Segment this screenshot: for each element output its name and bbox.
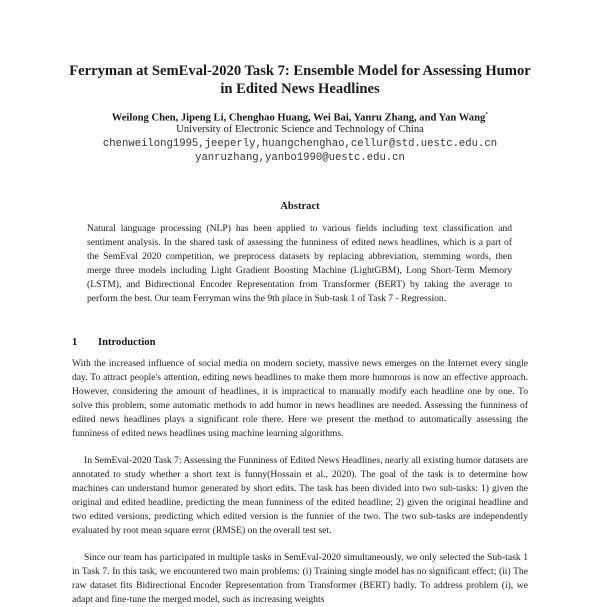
section-heading — [72, 336, 156, 349]
email-line-1: chenweilong1995,jeeperly,huangchenghao,cellur@std.uestc.edu.cn — [102, 138, 498, 150]
title-line-1: Ferryman at SemEval-2020 Task 7: Ensemble Model for Assessing Humor — [69, 63, 531, 79]
intro-paragraph-1: With the increased influence of social media on modern society, massive news emerges on the Internet every single day. To attract people's attention, editing news headlines to make them more humorous is now an effective approach. However, considering the amount of headlines, it is impractical to manually modify each headline one by one. To solve this problem, some automatic methods to add humor in news headlines are needed. Assessing the funniness of edited news headlines plays a significant role there. Here we present the method to automatically assessing the funniness of edited news headlines using machine learning algorithms. — [72, 358, 528, 440]
intro-paragraph-3: Since our team has participated in multiple tasks in SemEval-2020 simultaneously, we only selected the Sub-task 1 in Task 7. In this task, we encountered two main problems: (i) Training single model has no significant effect; (ii) The raw dataset fits Bidirectional Encoder Representation from Transformer (BERT) badly. To address problem (i), we adapt and fine-tune the merged model, such as increasing weights — [72, 552, 528, 606]
corresponding-author-mark: * — [485, 112, 489, 118]
section-title: Introduction — [98, 337, 156, 348]
title-line-2: in Edited News Headlines — [220, 81, 380, 97]
email-line-2: yanruzhang,yanbo1990@uestc.edu.cn — [195, 152, 405, 164]
intro-paragraph-2: In SemEval-2020 Task 7: Assessing the Funniness of Edited News Headlines, nearly all existing humor datasets are annotated to study whether a short text is funny(Hossain et al., 2020). The goal of the task is to determine how machines can understand humor generated by short edits. The task has been divided into two sub-tasks: 1) given the original and edited headline, predicting the mean funniness of the edited headline; 2) given the original headline and two edited versions, predicting which edited version is the funnier of the two. The two sub-tasks are independently evaluated by root mean square error (RMSE) on the overall test set. — [72, 455, 528, 537]
section-number: 1 — [72, 337, 78, 348]
abstract-text: Natural language processing (NLP) has been applied to various fields including text classification and sentiment analysis. In the shared task of assessing the funniness of edited news headlines, which is a part of the SemEval 2020 competition, we preprocess datasets by replacing abbreviation, stemming words, then merge three models including Light Gradient Boosting Machine (LightGBM), Long Short-Term Memory (LSTM), and Bidirectional Encoder Representation from Transformer (BERT) by taking the average to perform the best. Our team Ferryman wins the 9th place in Sub-task 1 of Task 7 - Regression. — [87, 223, 512, 305]
paper-title — [40, 62, 560, 98]
authors-text: Weilong Chen, Jipeng Li, Chenghao Huang, Wei Bai, Yanru Zhang, and Yan Wang — [111, 112, 486, 124]
abstract-heading: Abstract — [280, 201, 320, 212]
affiliation: University of Electronic Science and Technology of China — [176, 124, 424, 135]
